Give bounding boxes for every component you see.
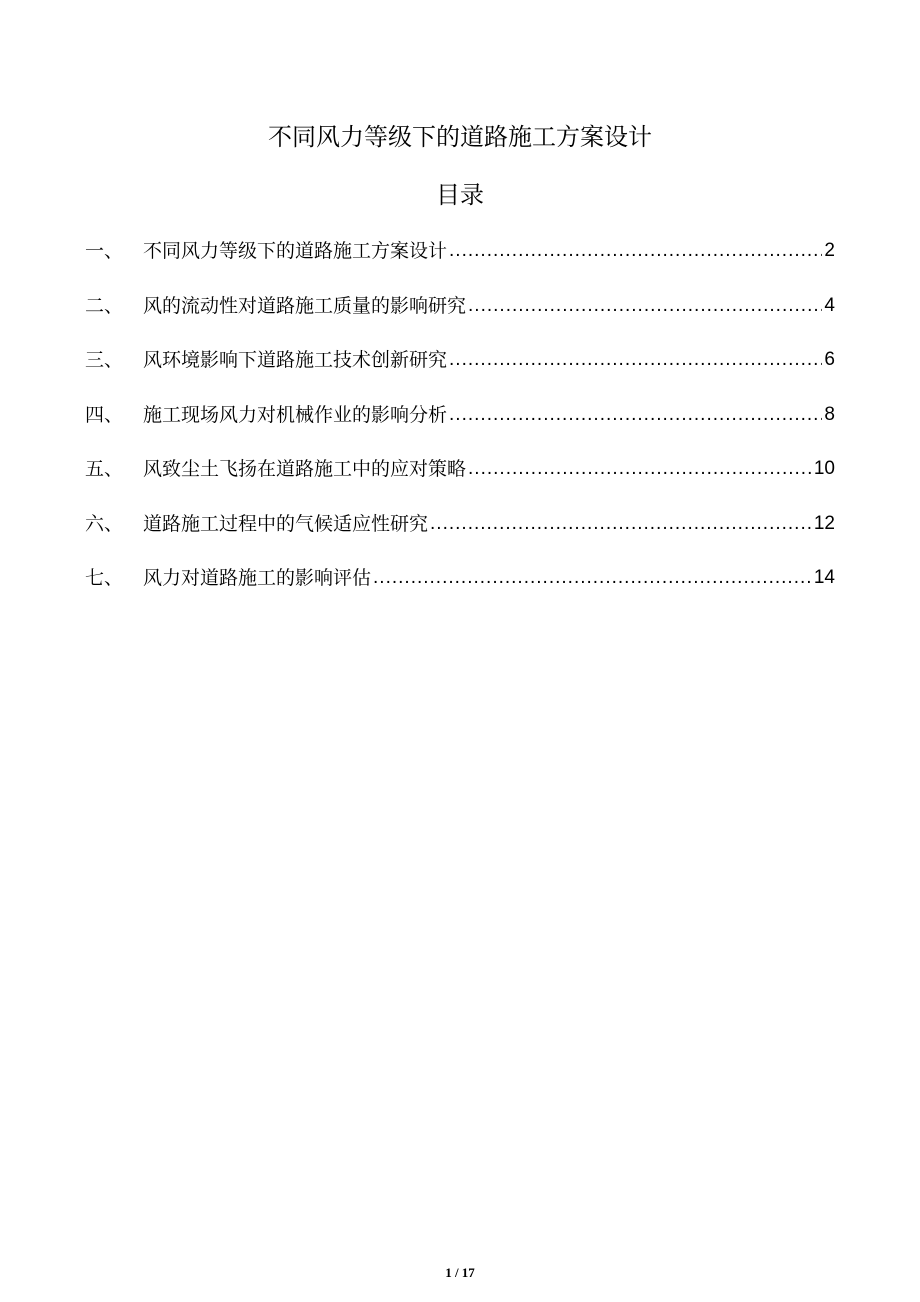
toc-entry-text: 施工现场风力对机械作业的影响分析 [143,403,448,426]
toc-entry-text: 道路施工过程中的气候适应性研究 [143,512,429,535]
toc-dot-leader [449,234,822,268]
toc-entry-text: 风的流动性对道路施工质量的影响研究 [143,294,467,317]
toc-entry-page: 14 [813,567,835,588]
toc-entry-text: 风环境影响下道路施工技术创新研究 [143,349,448,371]
toc-entry-number: 七、 [85,567,124,589]
toc-entry-page: 6 [824,349,835,370]
toc-dot-leader [468,452,812,486]
toc-entry-number: 二、 [85,294,124,317]
toc-entry-number: 六、 [85,512,124,535]
toc-entry-1[interactable] [85,234,835,289]
toc-entry-5[interactable] [85,452,835,507]
toc-entry-page: 2 [824,240,835,261]
toc-entry-page: 12 [813,512,835,534]
document-title: 不同风力等级下的道路施工方案设计 [268,123,652,151]
toc-entry-text: 不同风力等级下的道路施工方案设计 [143,240,448,262]
toc-entry-4[interactable] [85,398,835,453]
toc-entry-6[interactable] [85,507,835,562]
toc-entry-page: 10 [813,458,835,479]
toc-entry-number: 五、 [85,458,124,480]
toc-entry-2[interactable] [85,289,835,344]
page-number-footer: 1 / 17 [445,1265,475,1280]
toc-heading: 目录 [436,181,484,209]
toc-entry-7[interactable] [85,561,835,616]
toc-entry-page: 4 [824,294,835,316]
toc-entry-text: 风力对道路施工的影响评估 [143,567,372,589]
toc-entry-number: 四、 [85,403,124,426]
toc-entry-text: 风致尘土飞扬在道路施工中的应对策略 [143,458,467,480]
toc-entry-page: 8 [824,403,835,425]
toc-entry-3[interactable] [85,343,835,398]
toc-entry-number: 三、 [85,349,124,371]
toc-dot-leader [449,398,822,432]
toc-dot-leader [373,561,812,595]
toc-dot-leader [468,289,822,323]
toc-dot-leader [430,507,812,541]
toc-dot-leader [449,343,822,377]
toc-entry-number: 一、 [85,240,124,262]
table-of-contents [85,234,835,616]
